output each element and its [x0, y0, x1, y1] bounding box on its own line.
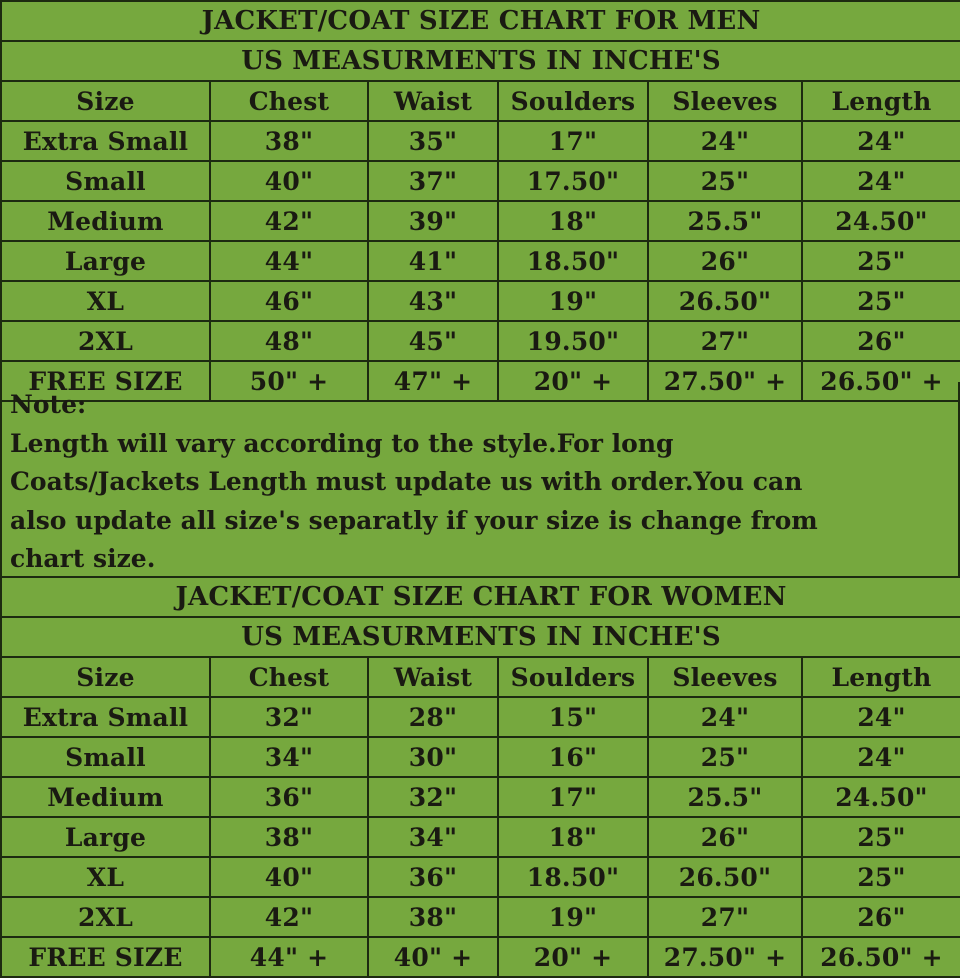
measurement-cell: 18.50": [498, 857, 648, 897]
women-header-row: [1, 657, 960, 697]
measurement-cell: 24": [802, 737, 960, 777]
measurement-cell: 18.50": [498, 241, 648, 281]
note-line: Coats/Jackets Length must update us with order.You can: [10, 467, 803, 496]
measurement-cell: 39": [368, 201, 498, 241]
column-header: Size: [1, 81, 210, 121]
measurement-cell: 48": [210, 321, 368, 361]
measurement-cell: 50" +: [210, 361, 368, 401]
note-line: also update all size's separatly if your size is change from: [10, 505, 818, 535]
measurement-cell: 36": [210, 777, 368, 817]
measurement-cell: 36": [368, 857, 498, 897]
column-header: Sleeves: [648, 657, 802, 697]
measurement-cell: 40": [210, 857, 368, 897]
measurement-cell: 32": [368, 777, 498, 817]
note-line: chart size.: [10, 544, 156, 573]
measurement-cell: 26": [648, 817, 802, 857]
measurement-cell: 35": [368, 121, 498, 161]
measurement-cell: 40": [210, 161, 368, 201]
measurement-cell: 25.5": [648, 201, 802, 241]
measurement-cell: 32": [210, 697, 368, 737]
measurement-cell: 17": [498, 121, 648, 161]
measurement-cell: 26.50": [648, 281, 802, 321]
size-label-cell: Large: [1, 817, 210, 857]
measurement-cell: 41": [368, 241, 498, 281]
column-header: Length: [802, 657, 960, 697]
size-label-cell: FREE SIZE: [1, 937, 210, 977]
column-header: Chest: [210, 81, 368, 121]
table-row: [1, 321, 960, 361]
size-label-cell: 2XL: [1, 321, 210, 361]
measurement-cell: 38": [210, 817, 368, 857]
column-header: Length: [802, 81, 960, 121]
column-header: Soulders: [498, 81, 648, 121]
measurement-cell: 47" +: [368, 361, 498, 401]
table-row: [1, 777, 960, 817]
column-header: Soulders: [498, 657, 648, 697]
table-row: [1, 897, 960, 937]
measurement-cell: 25": [802, 281, 960, 321]
table-row: [1, 817, 960, 857]
column-header: Chest: [210, 657, 368, 697]
men-chart-subtitle: US MEASURMENTS IN INCHE'S: [1, 41, 960, 81]
measurement-cell: 25.5": [648, 777, 802, 817]
table-row: [1, 161, 960, 201]
measurement-cell: 26": [648, 241, 802, 281]
size-label-cell: Large: [1, 241, 210, 281]
table-row: [1, 281, 960, 321]
measurement-cell: 26.50" +: [802, 361, 960, 401]
measurement-cell: 26.50": [648, 857, 802, 897]
measurement-cell: 25": [802, 241, 960, 281]
measurement-cell: 26": [802, 897, 960, 937]
size-label-cell: 2XL: [1, 897, 210, 937]
measurement-cell: 18": [498, 201, 648, 241]
size-label-cell: Small: [1, 161, 210, 201]
measurement-cell: 16": [498, 737, 648, 777]
measurement-cell: 24.50": [802, 777, 960, 817]
measurement-cell: 34": [210, 737, 368, 777]
measurement-cell: 18": [498, 817, 648, 857]
size-label-cell: XL: [1, 857, 210, 897]
table-row: [1, 121, 960, 161]
measurement-cell: 17.50": [498, 161, 648, 201]
women-chart-subtitle: US MEASURMENTS IN INCHE'S: [1, 617, 960, 657]
measurement-cell: 24": [648, 697, 802, 737]
measurement-cell: 27.50" +: [648, 361, 802, 401]
measurement-cell: 34": [368, 817, 498, 857]
measurement-cell: 46": [210, 281, 368, 321]
size-label-cell: FREE SIZE: [1, 361, 210, 401]
measurement-cell: 27.50" +: [648, 937, 802, 977]
size-label-cell: Medium: [1, 777, 210, 817]
note-label: Note:: [10, 390, 87, 419]
measurement-cell: 24.50": [802, 201, 960, 241]
measurement-cell: 25": [648, 161, 802, 201]
measurement-cell: 24": [802, 697, 960, 737]
measurement-cell: 24": [802, 121, 960, 161]
column-header: Sleeves: [648, 81, 802, 121]
table-row: [1, 697, 960, 737]
measurement-cell: 26": [802, 321, 960, 361]
note-block: [0, 382, 960, 576]
note-line: Length will vary according to the style.For long: [10, 428, 674, 458]
men-chart-title: JACKET/COAT SIZE CHART FOR MEN: [1, 1, 960, 41]
size-label-cell: Medium: [1, 201, 210, 241]
size-label-cell: XL: [1, 281, 210, 321]
measurement-cell: 27": [648, 321, 802, 361]
measurement-cell: 25": [648, 737, 802, 777]
measurement-cell: 15": [498, 697, 648, 737]
measurement-cell: 42": [210, 201, 368, 241]
table-row: [1, 201, 960, 241]
measurement-cell: 43": [368, 281, 498, 321]
measurement-cell: 26.50" +: [802, 937, 960, 977]
women-chart-title: JACKET/COAT SIZE CHART FOR WOMEN: [1, 577, 960, 617]
table-row: [1, 857, 960, 897]
column-header: Size: [1, 657, 210, 697]
measurement-cell: 42": [210, 897, 368, 937]
table-row: [1, 937, 960, 977]
size-label-cell: Small: [1, 737, 210, 777]
size-label-cell: Extra Small: [1, 697, 210, 737]
measurement-cell: 19": [498, 897, 648, 937]
measurement-cell: 20" +: [498, 361, 648, 401]
measurement-cell: 45": [368, 321, 498, 361]
table-row: [1, 737, 960, 777]
measurement-cell: 38": [210, 121, 368, 161]
measurement-cell: 44": [210, 241, 368, 281]
measurement-cell: 24": [648, 121, 802, 161]
measurement-cell: 17": [498, 777, 648, 817]
measurement-cell: 30": [368, 737, 498, 777]
measurement-cell: 27": [648, 897, 802, 937]
measurement-cell: 40" +: [368, 937, 498, 977]
size-label-cell: Extra Small: [1, 121, 210, 161]
men-size-table: [0, 0, 960, 402]
table-row: [1, 241, 960, 281]
column-header: Waist: [368, 657, 498, 697]
measurement-cell: 20" +: [498, 937, 648, 977]
measurement-cell: 44" +: [210, 937, 368, 977]
measurement-cell: 25": [802, 817, 960, 857]
measurement-cell: 28": [368, 697, 498, 737]
measurement-cell: 19": [498, 281, 648, 321]
measurement-cell: 19.50": [498, 321, 648, 361]
men-header-row: [1, 81, 960, 121]
measurement-cell: 38": [368, 897, 498, 937]
column-header: Waist: [368, 81, 498, 121]
women-size-table: [0, 576, 960, 978]
measurement-cell: 25": [802, 857, 960, 897]
measurement-cell: 37": [368, 161, 498, 201]
measurement-cell: 24": [802, 161, 960, 201]
